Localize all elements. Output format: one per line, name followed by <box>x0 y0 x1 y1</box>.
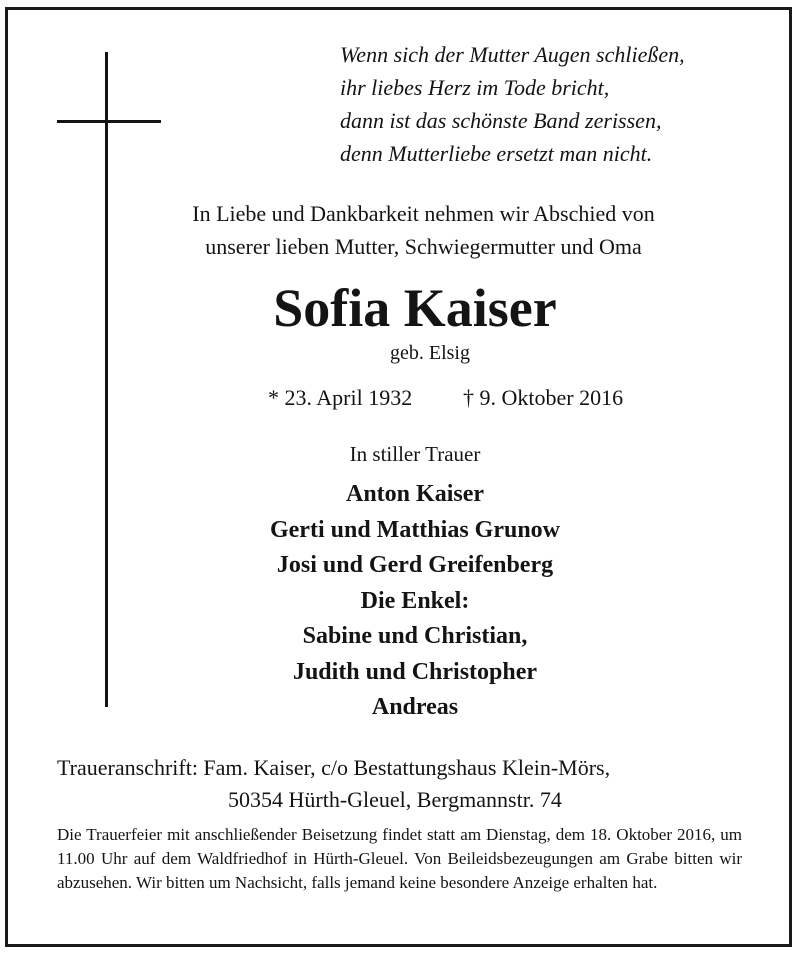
maiden-name: geb. Elsig <box>390 342 470 364</box>
mourning-heading: In stiller Trauer <box>349 442 481 466</box>
birth-date: * 23. April 1932 <box>268 385 413 410</box>
funeral-notice: Die Trauerfeier mit anschließender Beisetzung findet statt am Dienstag, dem 18. Oktober 2016, um 11.00 Uhr auf dem Waldfriedhof in Hürth-Gleuel. Von Beileidsbezeugungen am Grabe bitten wir abzusehen. Wir bitten um Nachsicht, falls jemand keine besondere Anzeige erhalten hat. <box>57 825 742 892</box>
mourner-name: Judith und Christopher <box>292 658 538 685</box>
mourner-name: Anton Kaiser <box>346 481 484 507</box>
deceased-name: Sofia Kaiser <box>273 278 557 338</box>
intro-line: unserer lieben Mutter, Schwiegermutter und Oma <box>205 234 642 259</box>
mourner-name: Andreas <box>371 694 459 720</box>
mourner-name: Josi und Gerd Greifenberg <box>276 552 554 578</box>
poem-line: Wenn sich der Mutter Augen schließen, <box>340 42 685 67</box>
poem-line: ihr liebes Herz im Tode bricht, <box>340 75 610 100</box>
intro-text <box>0 197 800 263</box>
mourner-name: Sabine und Christian, <box>302 623 528 649</box>
address-line: Traueranschrift: Fam. Kaiser, c/o Bestattungshaus Klein-Mörs, <box>57 755 611 780</box>
mourner-name: Die Enkel: <box>360 587 470 614</box>
death-date: † 9. Oktober 2016 <box>463 385 624 410</box>
mourner-name: Gerti und Matthias Grunow <box>269 516 560 543</box>
poem-line: denn Mutterliebe ersetzt man nicht. <box>340 141 653 166</box>
intro-line: In Liebe und Dankbarkeit nehmen wir Abschied von <box>192 201 655 226</box>
mourners-list <box>0 477 800 726</box>
address-line: 50354 Hürth-Gleuel, Bergmannstr. 74 <box>228 787 562 812</box>
poem-line: dann ist das schönste Band zerissen, <box>340 108 662 133</box>
poem <box>340 38 685 170</box>
mourning-address <box>57 752 610 816</box>
cross-icon-bar <box>57 120 161 123</box>
